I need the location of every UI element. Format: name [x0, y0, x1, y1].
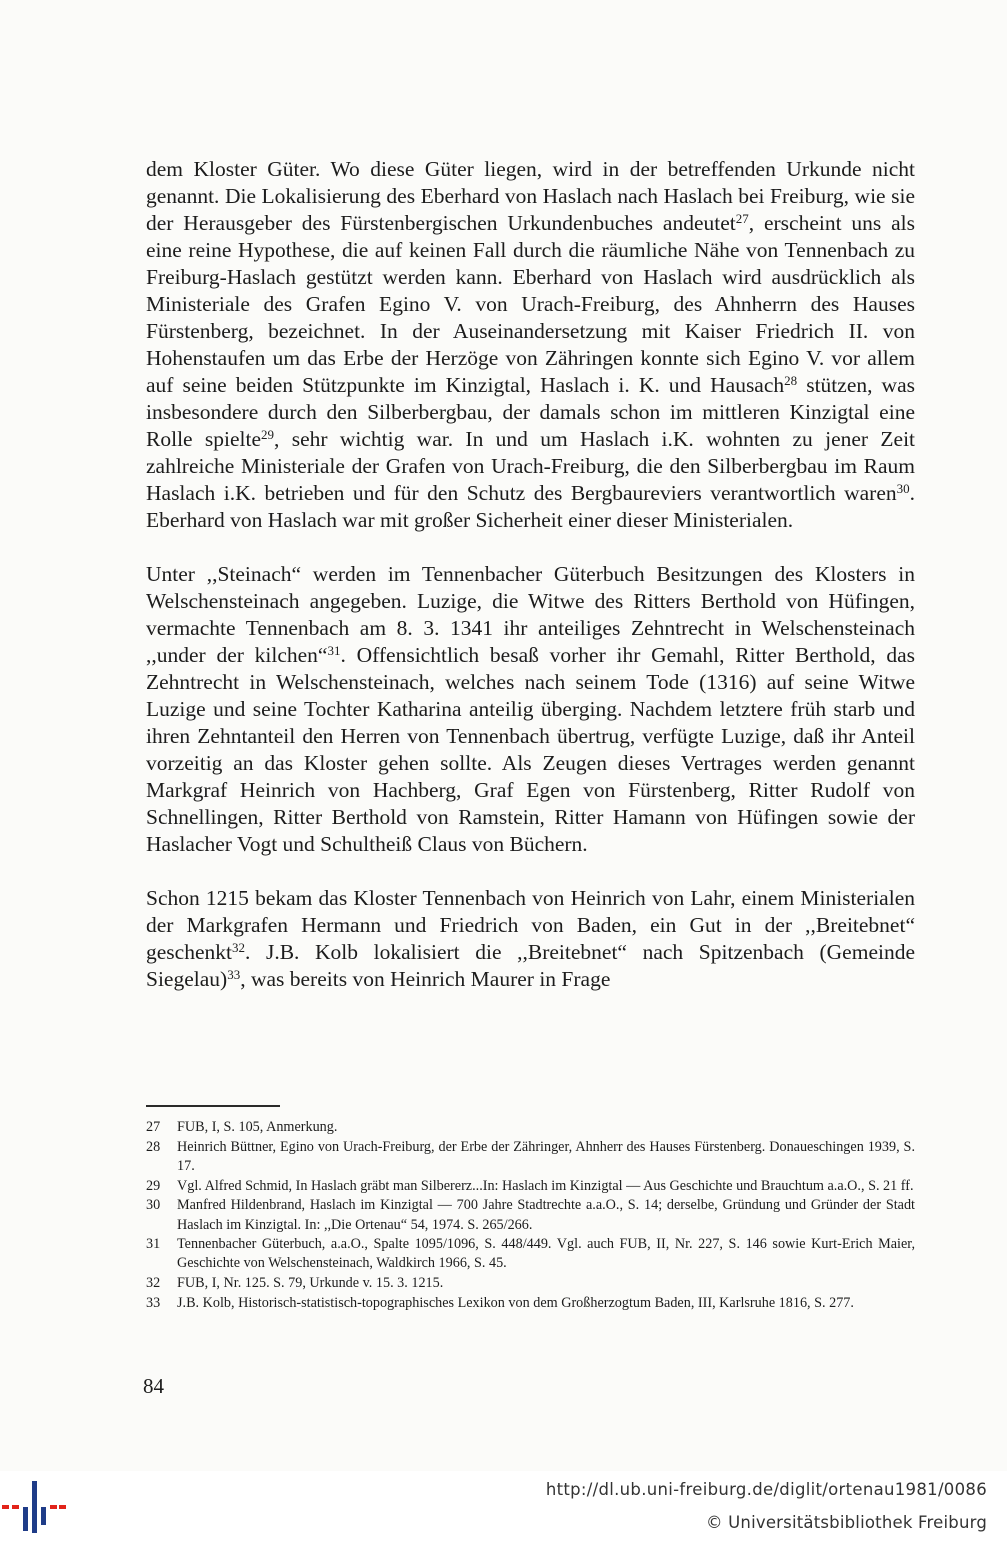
footnote-number: 33 — [146, 1294, 161, 1311]
text-run: Schon 1215 bekam das Kloster Tennenbach von Heinrich von Lahr, einem Ministerialen der Markgrafen Hermann und Friedrich von Baden, ein Gut in der ,,Breitebnet“ geschenkt — [146, 886, 915, 964]
paragraph — [146, 561, 915, 858]
page-number: 84 — [143, 1374, 164, 1398]
footnote-number: 27 — [146, 1119, 161, 1135]
footnote-text: FUB, I, Nr. 125. S. 79, Urkunde v. 15. 3. 1215. — [177, 1275, 444, 1292]
text-run: , was bereits von Heinrich Maurer in Frage — [240, 967, 611, 991]
footnote-reference: 33 — [227, 967, 241, 982]
footnote-reference: 30 — [896, 481, 910, 496]
footnote-reference: 32 — [231, 940, 245, 955]
footnote-text: FUB, I, S. 105, Anmerkung. — [177, 1119, 338, 1135]
footnote — [146, 1196, 915, 1234]
text-run: Unter ,,Steinach“ werden im Tennenbacher Güterbuch Besitzungen des Klosters in Welschensteinach angegeben. Luzige, die Witwe des Ritters Berthold von Hüfingen, vermachte Tennenbach am 8. 3. 1341 ihr anteiliges Zehntrecht in Welschensteinach ,,under der kilchen“ — [146, 562, 915, 667]
footnote — [146, 1294, 915, 1313]
footnote-text: Heinrich Büttner, Egino von Urach-Freiburg, der Erbe der Zähringer, Ahnherr des Hauses Fürstenberg. Donaueschingen 1939, S. 17. — [177, 1138, 915, 1174]
source-url-link[interactable]: http://dl.ub.uni-freiburg.de/diglit/ortenau1981/0086 — [545, 1480, 987, 1499]
footnote — [146, 1274, 915, 1293]
footnote-reference: 27 — [735, 211, 749, 226]
footnote-number: 31 — [146, 1236, 161, 1253]
footnote-reference: 29 — [261, 427, 275, 442]
paragraph — [146, 885, 915, 993]
footnote-number: 32 — [146, 1275, 161, 1292]
text-run: . J.B. Kolb lokalisiert die ,,Breitebnet“ nach Spitzenbach (Gemeinde Siegelau) — [146, 940, 915, 991]
footnote-text: Tennenbacher Güterbuch, a.a.O., Spalte 1095/1096, S. 448/449. Vgl. auch FUB, II, Nr. 227, S. 146 sowie Kurt-Erich Maier, Geschichte von Welschensteinach, Waldkirch 1966, S. 45. — [177, 1236, 915, 1272]
footnote — [146, 1138, 915, 1176]
text-run: . Eberhard von Haslach war mit großer Sicherheit einer dieser Ministerialen. — [146, 481, 915, 532]
footnote-separator — [146, 1105, 280, 1107]
footnote-text: J.B. Kolb, Historisch-statistisch-topographisches Lexikon von dem Großherzogtum Baden, III, Karlsruhe 1816, S. 277. — [177, 1294, 854, 1311]
footnote — [146, 1118, 915, 1137]
footnote-number: 28 — [146, 1138, 161, 1155]
text-run: . Offensichtlich besaß vorher ihr Gemahl, Ritter Berthold, das Zehntrecht in Welschensteinach, welches nach seinem Tode (1316) auf seine Witwe Luzige und seine Tochter Katharina anteilig überging. Nachdem letztere früh starb und ihren Zehntanteil den Herren von Tennenbach übertrug, verfügte Luzige, daß ihr Anteil vorzeitig an das Kloster gehen sollte. Als Zeugen dieses Vertrages werden genannt Markgraf Heinrich von Hachberg, Graf Egen von Fürstenberg, Ritter Rudolf von Schnellingen, Ritter Berthold von Ramstein, Ritter Hamann von Hüfingen sowie der Haslacher Vogt und Schultheiß Claus von Büchern. — [146, 643, 915, 856]
text-run: , erscheint uns als eine reine Hypothese, die auf keinen Fall durch die räumliche Nähe von Tennenbach zu Freiburg-Haslach gestützt werden kann. Eberhard von Haslach wird ausdrücklich als Ministeriale des Grafen Egino V. von Urach-Freiburg, des Ahnherrn des Hauses Fürstenberg, bezeichnet. In der Auseinandersetzung mit Kaiser Friedrich II. von Hohenstaufen um das Erbe der Herzöge von Zähringen konnte sich Egino V. vor allem auf seine beiden Stützpunkte im Kinzigtal, Haslach i. K. und Hausach — [146, 211, 915, 397]
text-run: dem Kloster Güter. Wo diese Güter liegen, wird in der betreffenden Urkunde nicht genannt. Die Lokalisierung des Eberhard von Haslach nach Haslach bei Freiburg, wie sie der Herausgeber des Fürstenbergischen Urkundenbuches andeutet — [146, 157, 915, 235]
ub-freiburg-logo-icon — [2, 1481, 66, 1537]
paragraph — [146, 156, 915, 534]
copyright-notice: © Universitätsbibliothek Freiburg — [705, 1513, 987, 1532]
footnote-text: Vgl. Alfred Schmid, In Haslach gräbt man Silbererz...In: Haslach im Kinzigtal — Aus Geschichte und Brauchtum a.a.O., S. 21 ff. — [177, 1177, 914, 1194]
footnote-number: 29 — [146, 1177, 161, 1194]
footnote-number: 30 — [146, 1197, 161, 1214]
footer-bar — [0, 1471, 1007, 1543]
footnote — [146, 1235, 915, 1273]
text-run: stützen, was insbesondere durch den Silberbergbau, der damals schon im mittleren Kinzigtal eine Rolle spielte — [146, 373, 915, 451]
body-text — [146, 156, 915, 993]
footnote-text: Manfred Hildenbrand, Haslach im Kinzigtal — 700 Jahre Stadtrechte a.a.O., S. 14; derselbe, Gründung und Gründer der Stadt Haslach im Kinzigtal. In: ,,Die Ortenau“ 54, 1974. S. 265/266. — [177, 1197, 915, 1233]
text-run: , sehr wichtig war. In und um Haslach i.K. wohnten zu jener Zeit zahlreiche Ministeriale der Grafen von Urach-Freiburg, die den Silberbergbau im Raum Haslach i.K. betrieben und für den Schutz des Bergbaureviers verantwortlich waren — [146, 427, 916, 505]
footnote-reference: 31 — [327, 643, 341, 658]
footnote-reference: 28 — [784, 373, 798, 388]
footnotes — [146, 1118, 915, 1314]
footnote — [146, 1177, 915, 1196]
